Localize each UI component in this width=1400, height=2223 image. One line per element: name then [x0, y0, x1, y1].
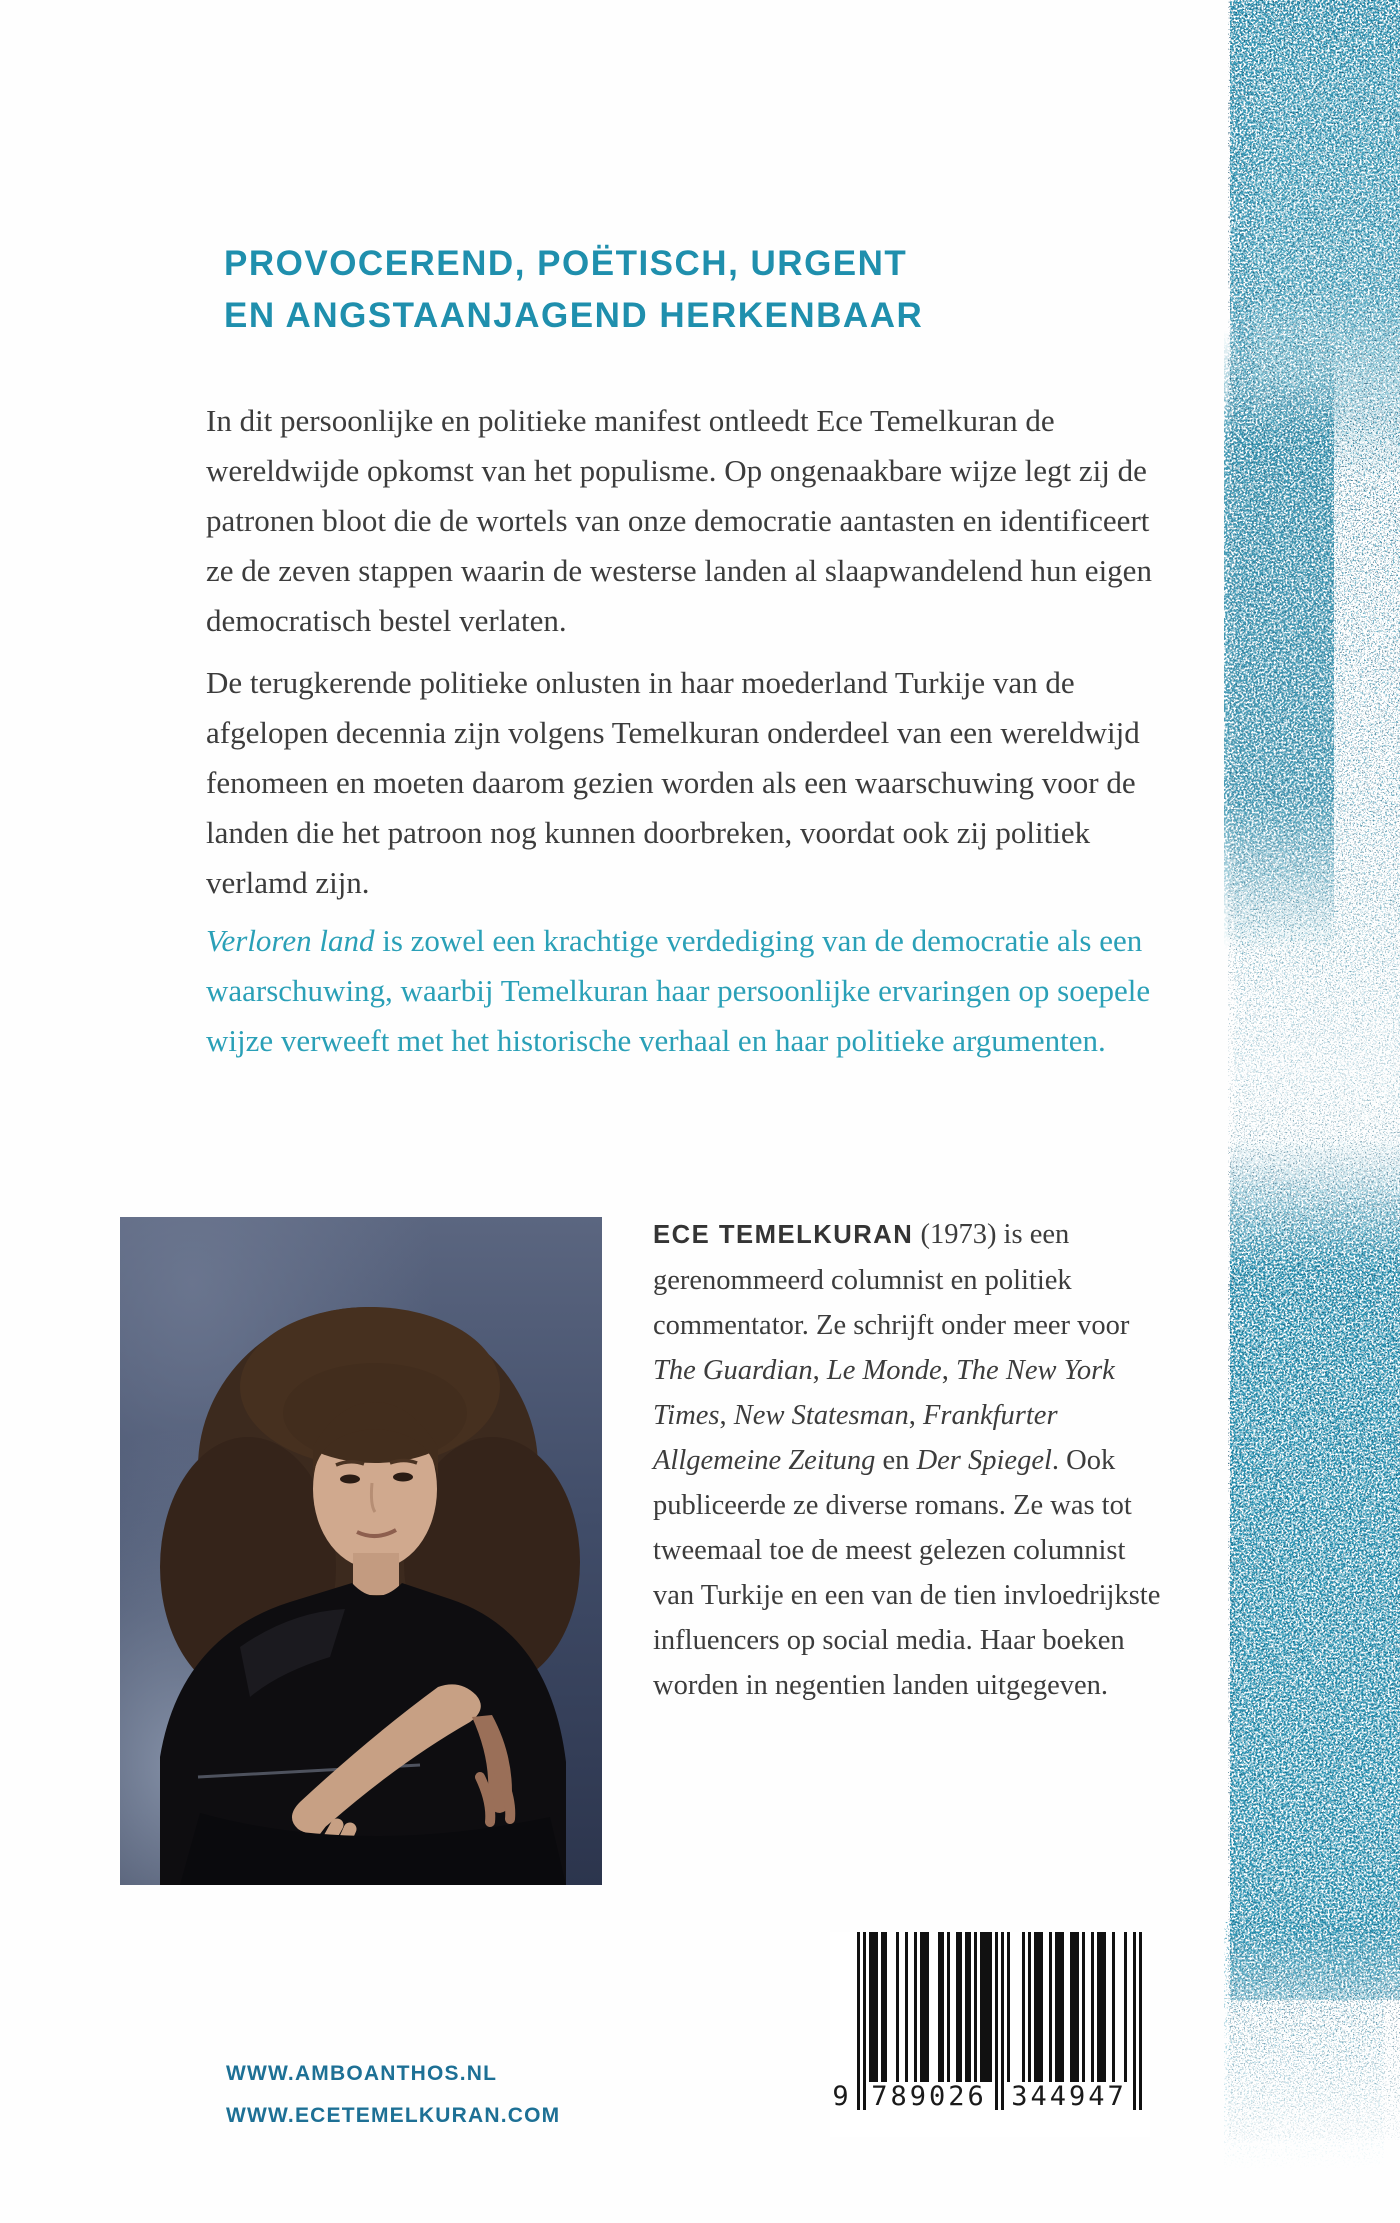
text-segment: ECE TEMELKURAN — [653, 1221, 914, 1249]
spray-texture-svg — [1224, 0, 1400, 2218]
text-segment: Frankfurter Allgemeine Zeitung — [653, 1400, 1058, 1476]
author-url: WWW.ECETEMELKURAN.COM — [226, 2104, 561, 2127]
text-segment: The Guardian — [653, 1355, 813, 1386]
isbn-digit-group-2: 789026 — [866, 2082, 992, 2112]
text-segment: Le Monde — [826, 1355, 942, 1386]
text-segment: Verloren land — [206, 923, 375, 958]
review-quote-heading — [224, 238, 1204, 342]
text-segment: , — [908, 1400, 923, 1431]
text-segment: . Ook publiceerde ze diverse romans. Ze was tot tweemaal toe de meest gelezen columnist van Turkije en een van de tien invloedrijkste influencers op social media. Haar boeken worden in negentien landen uitgegeven. — [653, 1445, 1161, 1701]
text-segment: en — [875, 1445, 917, 1476]
text-segment: The New York Times — [653, 1355, 1115, 1431]
synopsis-paragraph-2: De terugkerende politieke onlusten in haar moederland Turkije van de afgelopen decennia zijn volgens Temelkuran onderdeel van een wereldwijd fenomeen en moeten daarom gezien worden als een waarschuwing voor de landen die het patroon nog kunnen doorbreken, voordat ook zij politiek verlamd zijn. — [206, 665, 1140, 900]
text-segment: New Statesman — [733, 1400, 909, 1431]
publisher-url: WWW.AMBOANTHOS.NL — [226, 2062, 498, 2085]
blue-spray-texture — [1224, 0, 1400, 2218]
author-portrait-photo — [120, 1217, 602, 1885]
review-quote-line-1: PROVOCEREND, POËTISCH, URGENT — [224, 244, 908, 283]
review-quote-line-2: EN ANGSTAANJAGEND HERKENBAAR — [224, 296, 924, 335]
isbn-digit-group-1: 9 — [830, 2082, 854, 2112]
author-bio — [653, 1212, 1169, 1708]
text-segment: is zowel een krachtige verdediging van de democratie als een waarschuwing, waarbij Temelkuran haar persoonlijke ervaringen op soepele wijze verweeft met het historische verhaal en haar politieke argumenten. — [206, 923, 1151, 1058]
text-segment: , — [941, 1355, 956, 1386]
text-segment: (1973) is een gerenommeerd columnist en politiek commentator. Ze schrijft onder meer voor — [653, 1219, 1130, 1341]
book-pitch-paragraph — [206, 916, 1164, 1066]
text-segment: Der Spiegel — [916, 1445, 1052, 1476]
text-segment: , — [812, 1355, 827, 1386]
author-portrait-illustration — [120, 1217, 602, 1885]
isbn-barcode — [830, 1932, 1150, 2137]
text-segment: , — [719, 1400, 734, 1431]
synopsis-paragraph-1: In dit persoonlijke en politieke manifest ontleedt Ece Temelkuran de wereldwijde opkomst van het populisme. Op ongenaakbare wijze legt zij de patronen bloot die de wortels van onze democratie aantasten en identificeert ze de zeven stappen waarin de westerse landen al slaapwandelend hun eigen democratisch bestel verlaten. — [206, 403, 1152, 638]
isbn-digit-group-3: 344947 — [1006, 2082, 1132, 2112]
